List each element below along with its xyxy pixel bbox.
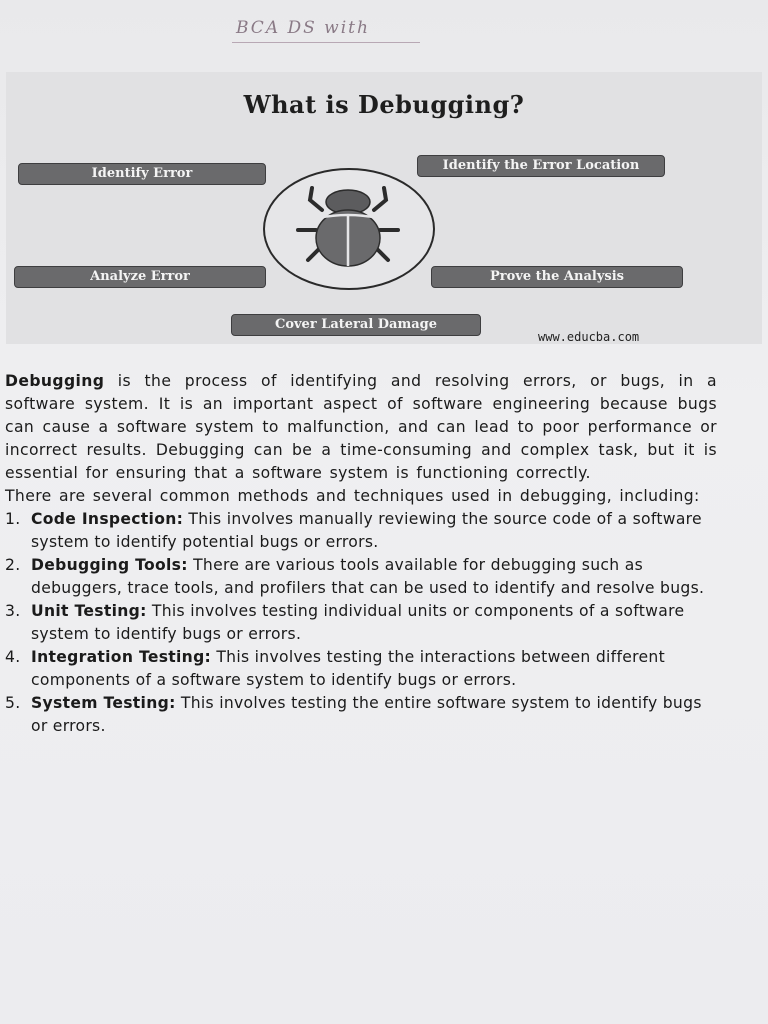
intro-term: Debugging xyxy=(5,372,105,390)
intro-text: is the process of identifying and resolving errors, or bugs, in a software system. It is an important aspect of software engineering because bugs can cause a software system to malfunction, and can lead to poor performance or incorrect results. Debugging can be a time-consuming and complex task, but it is essential for ensuring that a software system is functioning correctly. xyxy=(5,372,717,482)
step-analyze-error: Analyze Error xyxy=(14,266,266,288)
methods-list xyxy=(5,508,717,738)
handwritten-underline xyxy=(232,42,420,43)
list-number: 1. xyxy=(5,510,21,528)
methods-intro: There are several common methods and techniques used in debugging, including: xyxy=(5,487,700,505)
method-term: Integration Testing: xyxy=(31,648,212,666)
bug-circle xyxy=(263,168,435,290)
list-item xyxy=(5,600,717,646)
list-item xyxy=(5,554,717,600)
list-item xyxy=(5,692,717,738)
debugging-figure xyxy=(6,72,762,344)
list-item xyxy=(5,508,717,554)
list-number: 2. xyxy=(5,556,21,574)
method-desc: This involves testing the interactions between different components of a software system to identify bugs or errors. xyxy=(31,648,666,689)
handwritten-note: BCA DS with xyxy=(236,18,370,38)
method-term: Code Inspection: xyxy=(31,510,184,528)
bug-icon xyxy=(292,176,404,276)
list-item xyxy=(5,646,717,692)
method-desc: This involves manually reviewing the source code of a software system to identify potential bugs or errors. xyxy=(31,510,702,551)
step-cover-damage: Cover Lateral Damage xyxy=(231,314,481,336)
source-url: www.educba.com xyxy=(538,330,640,344)
step-identify-location: Identify the Error Location xyxy=(417,155,665,177)
list-number: 5. xyxy=(5,694,21,712)
method-desc: There are various tools available for debugging such as debuggers, trace tools, and profilers that can be used to identify and resolve bugs. xyxy=(31,556,705,597)
step-prove-analysis: Prove the Analysis xyxy=(431,266,683,288)
body-text xyxy=(5,370,717,738)
method-term: Debugging Tools: xyxy=(31,556,188,574)
list-number: 4. xyxy=(5,648,21,666)
method-desc: This involves testing individual units or components of a software system to identify bugs or errors. xyxy=(31,602,685,643)
method-term: System Testing: xyxy=(31,694,176,712)
list-number: 3. xyxy=(5,602,21,620)
intro-paragraph xyxy=(5,370,717,485)
method-desc: This involves testing the entire software system to identify bugs or errors. xyxy=(31,694,702,735)
figure-title: What is Debugging? xyxy=(243,90,525,119)
method-term: Unit Testing: xyxy=(31,602,147,620)
step-identify-error: Identify Error xyxy=(18,163,266,185)
